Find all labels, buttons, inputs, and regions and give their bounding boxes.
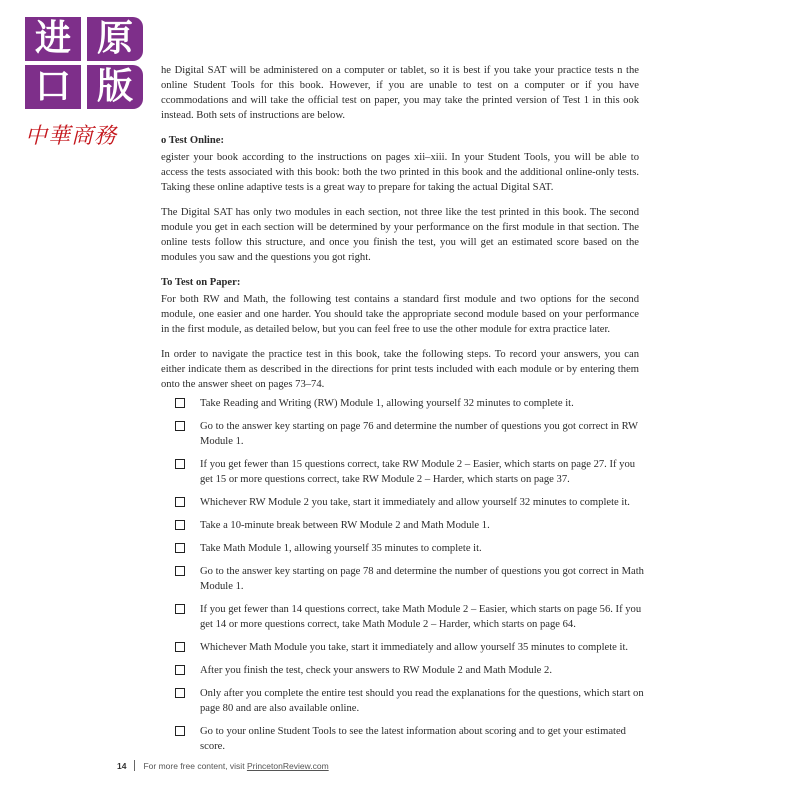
checklist-item-text: Only after you complete the entire test should you read the explanations for the questions, which start on page 80 and are also available online. xyxy=(200,688,644,714)
checklist-item-text: Whichever RW Module 2 you take, start it immediately and allow yourself 32 minutes to complete it. xyxy=(200,497,630,508)
checkbox-icon[interactable] xyxy=(175,421,185,431)
checklist-item-text: Take Reading and Writing (RW) Module 1, allowing yourself 32 minutes to complete it. xyxy=(200,398,574,409)
footer-link[interactable]: PrincetonReview.com xyxy=(246,760,329,771)
checklist-item-text: If you get fewer than 15 questions correct, take RW Module 2 – Easier, which starts on page 27. If you get 15 or more questions correct, take RW Module 2 – Harder, which starts on page 37. xyxy=(200,459,636,485)
intro-paragraph: he Digital SAT will be administered on a computer or tablet, so it is best if you take your practice tests n the online Student Tools for this book. However, if you are unable to test on a computer or if you have ccommodations and will take the official test on paper, you may take the printed version of Test 1 in this ook instead. Both sets of instructions are below. xyxy=(161,65,639,121)
footer-divider xyxy=(134,760,135,771)
instructions-text xyxy=(161,63,639,402)
checkbox-icon[interactable] xyxy=(175,665,185,675)
checklist-item-text: Go to the answer key starting on page 76 and determine the number of questions you got correct in RW Module 1. xyxy=(200,421,638,447)
badge-subtitle: 中華商務 xyxy=(25,124,118,149)
checkbox-icon[interactable] xyxy=(175,604,185,614)
checklist-item-text: Go to your online Student Tools to see the latest information about scoring and to get your estimated score. xyxy=(200,726,626,752)
badge-char: 原 xyxy=(87,17,143,61)
badge-char: 口 xyxy=(25,65,81,109)
checkbox-icon[interactable] xyxy=(175,642,185,652)
checklist-item-text: Whichever Math Module you take, start it immediately and allow yourself 35 minutes to complete it. xyxy=(200,642,629,653)
checklist-item-text: Take Math Module 1, allowing yourself 35 minutes to complete it. xyxy=(200,543,482,554)
checklist-item xyxy=(175,518,645,533)
checklist-item xyxy=(175,457,645,487)
page-footer xyxy=(117,760,329,771)
paper-paragraph-2: In order to navigate the practice test in this book, take the following steps. To record your answers, you can either indicate them as described in the directions for print tests included with each module or by entering them onto the answer sheet on pages 73–74. xyxy=(161,349,639,390)
checklist-item xyxy=(175,724,645,754)
steps-checklist xyxy=(175,396,645,762)
checklist-item xyxy=(175,686,645,716)
checklist-item xyxy=(175,640,645,655)
page-number: 14 xyxy=(117,760,127,771)
badge-char: 版 xyxy=(87,65,143,109)
checkbox-icon[interactable] xyxy=(175,398,185,408)
checkbox-icon[interactable] xyxy=(175,520,185,530)
checklist-item xyxy=(175,663,645,678)
checklist-item-text: If you get fewer than 14 questions correct, take Math Module 2 – Easier, which starts on page 56. If you get 14 or more questions correct, take Math Module 2 – Harder, which starts on page 64. xyxy=(200,604,642,630)
paper-heading: To Test on Paper: xyxy=(161,277,241,288)
checklist-item xyxy=(175,564,645,594)
checklist-item-text: Go to the answer key starting on page 78 and determine the number of questions you got correct in Math Module 1. xyxy=(200,566,644,592)
paper-paragraph-1: For both RW and Math, the following test contains a standard first module and two options for the second module, one easier and one harder. You should take the appropriate second module based on your performance in the first module, as detailed below, but you can feel free to use the other module for extra practice later. xyxy=(161,294,639,335)
checkbox-icon[interactable] xyxy=(175,726,185,736)
checkbox-icon[interactable] xyxy=(175,459,185,469)
checkbox-icon[interactable] xyxy=(175,566,185,576)
checklist-item xyxy=(175,541,645,556)
online-paragraph-1: egister your book according to the instructions on pages xii–xiii. In your Student Tools, you will be able to access the tests associated with this book: both the two printed in this book and the additional online-only tests. Taking these online adaptive tests is a great way to prepare for taking the actual Digital SAT. xyxy=(161,152,639,193)
online-paragraph-2: The Digital SAT has only two modules in each section, not three like the test printed in this book. The second module you get in each section will be determined by your performance on the first module in that section. The online tests follow this structure, and once you finish the test, you will get an estimated score based on the modules you saw and the questions you got right. xyxy=(161,207,639,263)
online-heading: o Test Online: xyxy=(161,135,224,146)
checklist-item-text: Take a 10-minute break between RW Module 2 and Math Module 1. xyxy=(200,520,490,531)
badge-grid xyxy=(25,17,147,150)
checklist-item xyxy=(175,396,645,411)
checkbox-icon[interactable] xyxy=(175,497,185,507)
checklist-item xyxy=(175,602,645,632)
checkbox-icon[interactable] xyxy=(175,688,185,698)
checklist-item-text: After you finish the test, check your answers to RW Module 2 and Math Module 2. xyxy=(200,665,552,676)
checklist-item xyxy=(175,419,645,449)
badge-char: 进 xyxy=(25,17,81,61)
checkbox-icon[interactable] xyxy=(175,543,185,553)
footer-text: For more free content, visit xyxy=(143,760,245,771)
checklist-item xyxy=(175,495,645,510)
